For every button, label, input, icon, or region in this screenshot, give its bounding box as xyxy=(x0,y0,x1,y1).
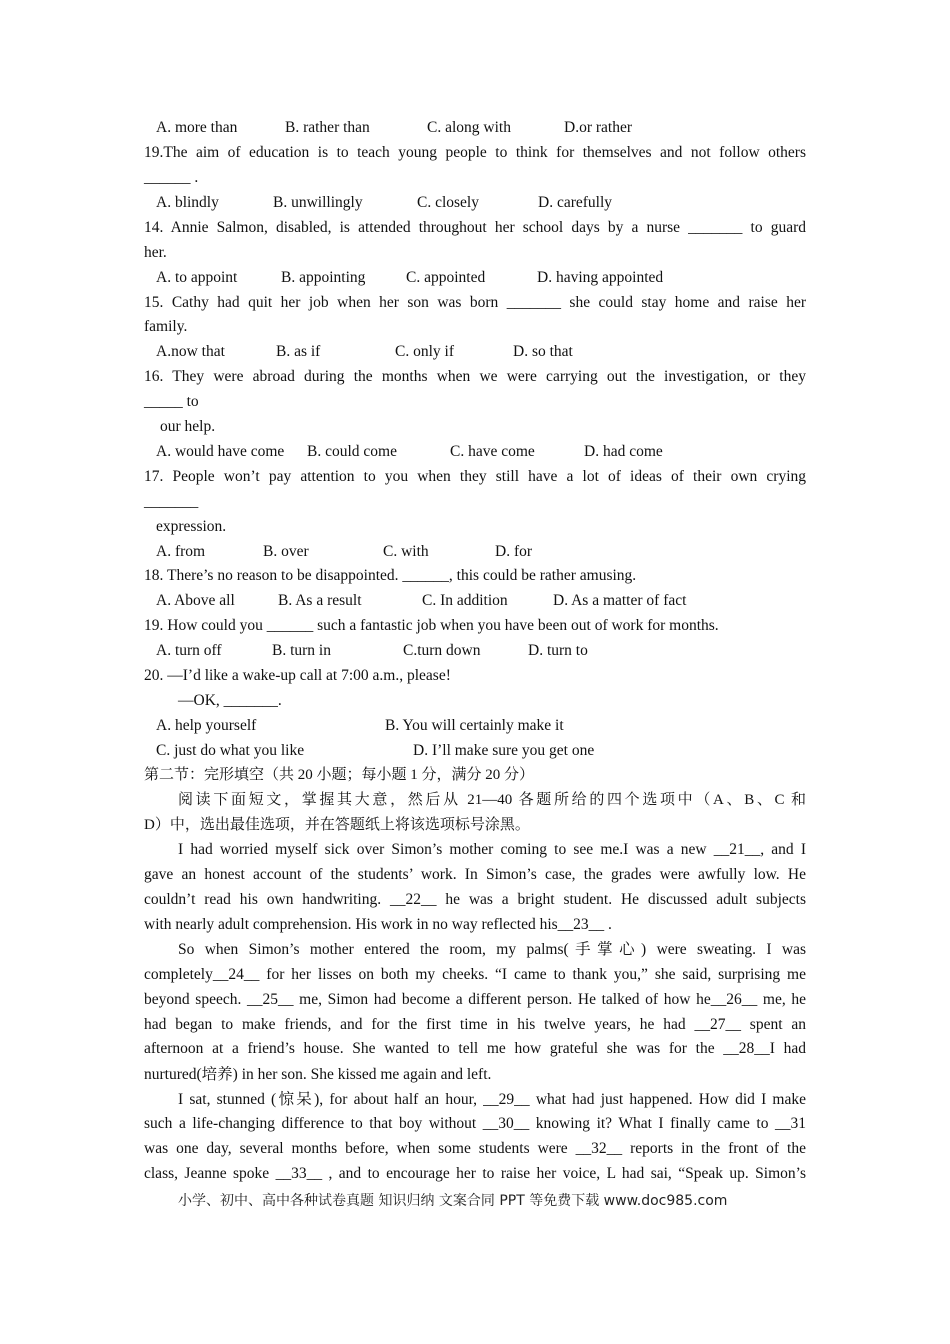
option-c: C. with xyxy=(383,543,429,560)
passage-line: completely__24__ for her lisses on both my cheeks. “I came to thank you,” she said, surprising me xyxy=(144,966,806,983)
option-c: C. In addition xyxy=(422,592,508,609)
option-c: C. just do what you like xyxy=(156,742,305,759)
section-instructions: 阅读下面短文，掌握其大意，然后从 21—40 各题所给的四个选项中（A、B、C 和 xyxy=(178,792,806,808)
passage-line: with nearly adult comprehension. His work in no way reflected his__23__ . xyxy=(144,916,612,933)
option-c: C.turn down xyxy=(403,642,481,659)
option-b: B. turn in xyxy=(272,642,331,659)
option-d: D. I’ll make sure you get one xyxy=(413,742,595,759)
option-d: D. so that xyxy=(513,343,573,360)
option-a: A. blindly xyxy=(156,194,219,211)
option-b: B. could come xyxy=(307,443,397,460)
passage-line: So when Simon’s mother entered the room, my palms(手掌心) were sweating. I was xyxy=(178,941,806,958)
option-d: D. had come xyxy=(584,443,663,460)
option-b: B. rather than xyxy=(285,119,370,136)
question-stem: 20. —I’d like a wake-up call at 7:00 a.m., please! xyxy=(144,667,451,684)
option-a: A.now that xyxy=(156,343,225,360)
option-d: D. carefully xyxy=(538,194,613,211)
option-c: C. only if xyxy=(395,343,454,360)
section-instructions-cont: D）中，选出最佳选项，并在答题纸上将该选项标号涂黑。 xyxy=(144,817,530,833)
option-d: D. As a matter of fact xyxy=(553,592,687,609)
option-d: D. turn to xyxy=(528,642,588,659)
question-stem-cont: her. xyxy=(144,244,167,261)
option-b: B. You will certainly make it xyxy=(385,717,564,734)
option-b: B. over xyxy=(263,543,309,560)
question-stem-cont: _______ xyxy=(144,493,199,510)
passage-line: couldn’t read his own handwriting. __22__ he was a bright student. He discussed adult subjects xyxy=(144,891,806,908)
option-c: C. have come xyxy=(450,443,535,460)
option-a: A. Above all xyxy=(156,592,235,609)
option-c: C. along with xyxy=(427,119,511,136)
question-stem: 16. They were abroad during the months when we were carrying out the investigation, or they xyxy=(144,368,806,385)
passage-line: class, Jeanne spoke __33__ , and to encourage her to raise her voice, L had sai, “Speak up. Simon’s xyxy=(144,1165,806,1182)
question-stem: 17. People won’t pay attention to you when they still have a lot of ideas of their own crying xyxy=(144,468,806,485)
passage-line: I sat, stunned (惊呆), for about half an hour, __29__ what had just happened. How did I make xyxy=(178,1091,806,1108)
question-stem-cont: our help. xyxy=(160,418,216,435)
option-b: B. As a result xyxy=(278,592,362,609)
passage-line: was one day, several months before, when some students were __32__ reports in the front of the xyxy=(144,1140,806,1157)
question-stem: 15. Cathy had quit her job when her son was born _______ she could stay home and raise her xyxy=(144,294,806,311)
option-a: A. to appoint xyxy=(156,269,238,286)
passage-line: such a life-changing difference to that boy without __30__ knowing it? What I finally came to __31 xyxy=(144,1115,806,1132)
page-footer: 小学、初中、高中各种试卷真题 知识归纳 文案合同 PPT 等免费下载 www.doc985.com xyxy=(178,1193,728,1209)
option-b: B. unwillingly xyxy=(273,194,363,211)
option-a: A. turn off xyxy=(156,642,222,659)
option-b: B. as if xyxy=(276,343,321,360)
question-stem-cont: family. xyxy=(144,318,188,335)
question-stem-cont: expression. xyxy=(156,518,227,535)
passage-line: I had worried myself sick over Simon’s mother coming to see me.I was a new __21__, and I xyxy=(178,841,806,858)
passage-line: gave an honest account of the students’ work. In Simon’s case, the grades were awfully low. He xyxy=(144,866,806,883)
option-a: A. help yourself xyxy=(156,717,257,734)
option-d: D.or rather xyxy=(564,119,632,136)
passage-line: afternoon at a friend’s house. She wanted to tell me how grateful she was for the __28__I had xyxy=(144,1040,806,1057)
question-stem: 19.The aim of education is to teach young people to think for themselves and not follow others xyxy=(144,144,806,161)
passage-line: beyond speech. __25__ me, Simon had become a different person. He talked of how he__26__ me, he xyxy=(144,991,806,1008)
option-a: A. more than xyxy=(156,119,238,136)
question-stem-cont: _____ to xyxy=(144,393,199,410)
option-a: A. from xyxy=(156,543,206,560)
option-c: C. appointed xyxy=(406,269,486,286)
option-b: B. appointing xyxy=(281,269,366,286)
option-a: A. would have come xyxy=(156,443,285,460)
question-stem-cont: ______ . xyxy=(144,169,199,186)
dialogue-reply: —OK, _______. xyxy=(178,692,282,709)
option-c: C. closely xyxy=(417,194,479,211)
section-title: 第二节：完形填空（共 20 小题；每小题 1 分，满分 20 分） xyxy=(144,767,535,783)
question-stem: 14. Annie Salmon, disabled, is attended throughout her school days by a nurse _______ to guard xyxy=(144,219,806,236)
passage-line: nurtured(培养) in her son. She kissed me again and left. xyxy=(144,1066,492,1083)
passage-line: had began to make friends, and for the first time in his twelve years, he had __27__ spent an xyxy=(144,1016,806,1033)
option-d: D. having appointed xyxy=(537,269,664,286)
question-stem: 19. How could you ______ such a fantastic job when you have been out of work for months. xyxy=(144,617,719,634)
question-stem: 18. There’s no reason to be disappointed. ______, this could be rather amusing. xyxy=(144,567,637,584)
option-d: D. for xyxy=(495,543,533,560)
